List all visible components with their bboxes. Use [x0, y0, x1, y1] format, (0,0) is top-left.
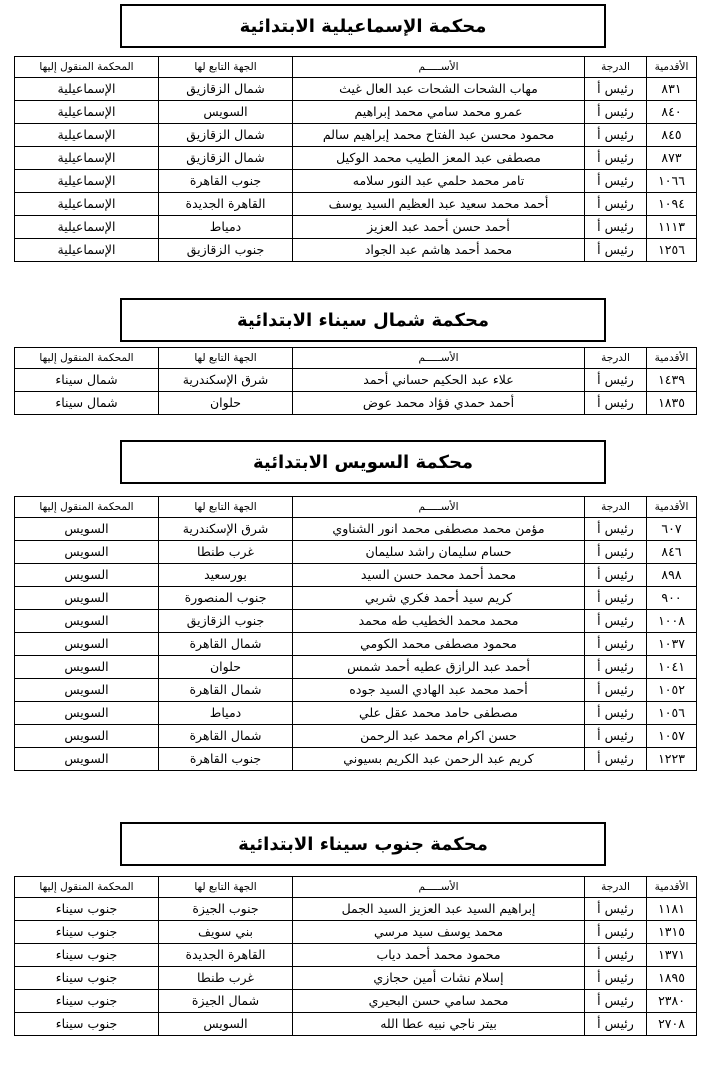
transferred-to-cell: السويس: [15, 748, 159, 771]
transferred-to-cell: جنوب سيناء: [15, 944, 159, 967]
transferred-to-cell: السويس: [15, 656, 159, 679]
degree-cell: رئيس أ: [585, 369, 647, 392]
name-cell: إسلام نشات أمين حجازي: [293, 967, 585, 990]
table-header-row: [15, 877, 697, 898]
name-cell: محمد أحمد محمد حسن السيد: [293, 564, 585, 587]
transferred-to-cell: جنوب سيناء: [15, 1013, 159, 1036]
seniority-cell: ١٠٥٧: [647, 725, 697, 748]
section-table: [14, 56, 697, 262]
affiliation-cell: جنوب الزقازيق: [159, 239, 293, 262]
affiliation-cell: حلوان: [159, 392, 293, 415]
transferred-to-cell: الإسماعيلية: [15, 147, 159, 170]
transferred-to-cell: شمال سيناء: [15, 392, 159, 415]
table-row: [15, 124, 697, 147]
header-degree: الدرجة: [585, 497, 647, 518]
seniority-cell: ١٢٢٣: [647, 748, 697, 771]
seniority-cell: ١٠٩٤: [647, 193, 697, 216]
seniority-cell: ١١٨١: [647, 898, 697, 921]
header-seniority: الأقدمية: [647, 497, 697, 518]
name-cell: أحمد عبد الرازق عطيه أحمد شمس: [293, 656, 585, 679]
header-name: الأســـــم: [293, 57, 585, 78]
transferred-to-cell: السويس: [15, 587, 159, 610]
header-affiliation: الجهة التابع لها: [159, 57, 293, 78]
name-cell: محمد سامي حسن البحيري: [293, 990, 585, 1013]
seniority-cell: ٢٧٠٨: [647, 1013, 697, 1036]
name-cell: بيتر ناجي نبيه عطا الله: [293, 1013, 585, 1036]
table-row: [15, 101, 697, 124]
name-cell: حسن اكرام محمد عبد الرحمن: [293, 725, 585, 748]
name-cell: كريم سيد أحمد فكري شربي: [293, 587, 585, 610]
table-header-row: [15, 348, 697, 369]
affiliation-cell: دمياط: [159, 702, 293, 725]
transferred-to-cell: شمال سيناء: [15, 369, 159, 392]
transferred-to-cell: السويس: [15, 518, 159, 541]
table-row: [15, 610, 697, 633]
seniority-cell: ١٣٧١: [647, 944, 697, 967]
transferred-to-cell: السويس: [15, 679, 159, 702]
affiliation-cell: حلوان: [159, 656, 293, 679]
name-cell: أحمد حمدي فؤاد محمد عوض: [293, 392, 585, 415]
transferred-to-cell: السويس: [15, 541, 159, 564]
name-cell: مهاب الشحات الشحات عبد العال غيث: [293, 78, 585, 101]
affiliation-cell: شمال القاهرة: [159, 679, 293, 702]
affiliation-cell: غرب طنطا: [159, 541, 293, 564]
header-affiliation: الجهة التابع لها: [159, 497, 293, 518]
degree-cell: رئيس أ: [585, 193, 647, 216]
table-row: [15, 656, 697, 679]
degree-cell: رئيس أ: [585, 748, 647, 771]
table-row: [15, 748, 697, 771]
transferred-to-cell: السويس: [15, 564, 159, 587]
table-row: [15, 564, 697, 587]
degree-cell: رئيس أ: [585, 564, 647, 587]
seniority-cell: ٩٠٠: [647, 587, 697, 610]
degree-cell: رئيس أ: [585, 101, 647, 124]
seniority-cell: ٨٩٨: [647, 564, 697, 587]
header-degree: الدرجة: [585, 877, 647, 898]
transferred-to-cell: جنوب سيناء: [15, 967, 159, 990]
section-title: محكمة الإسماعيلية الابتدائية: [120, 4, 606, 48]
seniority-cell: ٨٣١: [647, 78, 697, 101]
header-name: الأســـــم: [293, 877, 585, 898]
affiliation-cell: جنوب الجيزة: [159, 898, 293, 921]
seniority-cell: ٦٠٧: [647, 518, 697, 541]
affiliation-cell: بني سويف: [159, 921, 293, 944]
affiliation-cell: شرق الإسكندرية: [159, 369, 293, 392]
seniority-cell: ٨٤٦: [647, 541, 697, 564]
transferred-to-cell: الإسماعيلية: [15, 78, 159, 101]
table-row: [15, 633, 697, 656]
table-row: [15, 541, 697, 564]
affiliation-cell: شمال الزقازيق: [159, 78, 293, 101]
section-table: [14, 347, 697, 415]
table-row: [15, 967, 697, 990]
degree-cell: رئيس أ: [585, 1013, 647, 1036]
degree-cell: رئيس أ: [585, 239, 647, 262]
degree-cell: رئيس أ: [585, 541, 647, 564]
name-cell: مؤمن محمد مصطفى محمد انور الشناوي: [293, 518, 585, 541]
table-row: [15, 898, 697, 921]
seniority-cell: ١١١٣: [647, 216, 697, 239]
table-row: [15, 679, 697, 702]
table-row: [15, 702, 697, 725]
table-row: [15, 239, 697, 262]
seniority-cell: ١٠٤١: [647, 656, 697, 679]
degree-cell: رئيس أ: [585, 633, 647, 656]
name-cell: مصطفى حامد محمد عقل علي: [293, 702, 585, 725]
seniority-cell: ١٠٦٦: [647, 170, 697, 193]
name-cell: محمد محمد الخطيب طه محمد: [293, 610, 585, 633]
seniority-cell: ١٠٥٢: [647, 679, 697, 702]
affiliation-cell: شمال القاهرة: [159, 725, 293, 748]
name-cell: تامر محمد حلمي عبد النور سلامه: [293, 170, 585, 193]
degree-cell: رئيس أ: [585, 124, 647, 147]
table-row: [15, 170, 697, 193]
header-name: الأســـــم: [293, 348, 585, 369]
affiliation-cell: بورسعيد: [159, 564, 293, 587]
affiliation-cell: شمال الزقازيق: [159, 147, 293, 170]
section-title: محكمة جنوب سيناء الابتدائية: [120, 822, 606, 866]
transferred-to-cell: الإسماعيلية: [15, 170, 159, 193]
name-cell: كريم عبد الرحمن عبد الكريم بسيوني: [293, 748, 585, 771]
header-transferred-to: المحكمة المنقول إليها: [15, 877, 159, 898]
degree-cell: رئيس أ: [585, 518, 647, 541]
transferred-to-cell: الإسماعيلية: [15, 216, 159, 239]
seniority-cell: ١٣١٥: [647, 921, 697, 944]
header-name: الأســـــم: [293, 497, 585, 518]
affiliation-cell: جنوب القاهرة: [159, 170, 293, 193]
affiliation-cell: جنوب المنصورة: [159, 587, 293, 610]
transferred-to-cell: جنوب سيناء: [15, 990, 159, 1013]
transferred-to-cell: السويس: [15, 633, 159, 656]
affiliation-cell: جنوب القاهرة: [159, 748, 293, 771]
seniority-cell: ١٠٣٧: [647, 633, 697, 656]
section-title: محكمة شمال سيناء الابتدائية: [120, 298, 606, 342]
name-cell: محمود مصطفى محمد الكومي: [293, 633, 585, 656]
name-cell: أحمد محمد سعيد عبد العظيم السيد يوسف: [293, 193, 585, 216]
header-degree: الدرجة: [585, 348, 647, 369]
degree-cell: رئيس أ: [585, 725, 647, 748]
header-transferred-to: المحكمة المنقول إليها: [15, 348, 159, 369]
table-header-row: [15, 57, 697, 78]
degree-cell: رئيس أ: [585, 944, 647, 967]
affiliation-cell: القاهرة الجديدة: [159, 944, 293, 967]
header-affiliation: الجهة التابع لها: [159, 348, 293, 369]
header-degree: الدرجة: [585, 57, 647, 78]
table-header-row: [15, 497, 697, 518]
affiliation-cell: شمال الزقازيق: [159, 124, 293, 147]
affiliation-cell: السويس: [159, 101, 293, 124]
header-transferred-to: المحكمة المنقول إليها: [15, 57, 159, 78]
header-seniority: الأقدمية: [647, 348, 697, 369]
header-affiliation: الجهة التابع لها: [159, 877, 293, 898]
transferred-to-cell: الإسماعيلية: [15, 193, 159, 216]
section-table: [14, 496, 697, 771]
seniority-cell: ١٢٥٦: [647, 239, 697, 262]
seniority-cell: ٨٧٣: [647, 147, 697, 170]
table-row: [15, 216, 697, 239]
seniority-cell: ١٤٣٩: [647, 369, 697, 392]
table-row: [15, 518, 697, 541]
table-row: [15, 392, 697, 415]
transferred-to-cell: السويس: [15, 702, 159, 725]
affiliation-cell: دمياط: [159, 216, 293, 239]
table-row: [15, 1013, 697, 1036]
table-row: [15, 990, 697, 1013]
name-cell: أحمد حسن أحمد عبد العزيز: [293, 216, 585, 239]
section-title: محكمة السويس الابتدائية: [120, 440, 606, 484]
degree-cell: رئيس أ: [585, 170, 647, 193]
degree-cell: رئيس أ: [585, 921, 647, 944]
seniority-cell: ١٠٠٨: [647, 610, 697, 633]
affiliation-cell: القاهرة الجديدة: [159, 193, 293, 216]
table-row: [15, 921, 697, 944]
degree-cell: رئيس أ: [585, 656, 647, 679]
seniority-cell: ٨٤٥: [647, 124, 697, 147]
header-seniority: الأقدمية: [647, 877, 697, 898]
seniority-cell: ١٨٩٥: [647, 967, 697, 990]
table-row: [15, 587, 697, 610]
section-table: [14, 876, 697, 1036]
affiliation-cell: جنوب الزقازيق: [159, 610, 293, 633]
seniority-cell: ٨٤٠: [647, 101, 697, 124]
seniority-cell: ١٨٣٥: [647, 392, 697, 415]
table-row: [15, 944, 697, 967]
transferred-to-cell: السويس: [15, 725, 159, 748]
table-row: [15, 78, 697, 101]
table-row: [15, 725, 697, 748]
degree-cell: رئيس أ: [585, 990, 647, 1013]
transferred-to-cell: جنوب سيناء: [15, 921, 159, 944]
name-cell: إبراهيم السيد عبد العزيز السيد الجمل: [293, 898, 585, 921]
affiliation-cell: شرق الإسكندرية: [159, 518, 293, 541]
header-transferred-to: المحكمة المنقول إليها: [15, 497, 159, 518]
transferred-to-cell: الإسماعيلية: [15, 239, 159, 262]
header-seniority: الأقدمية: [647, 57, 697, 78]
degree-cell: رئيس أ: [585, 702, 647, 725]
degree-cell: رئيس أ: [585, 679, 647, 702]
degree-cell: رئيس أ: [585, 587, 647, 610]
degree-cell: رئيس أ: [585, 967, 647, 990]
name-cell: محمود محمد أحمد دياب: [293, 944, 585, 967]
affiliation-cell: شمال الجيزة: [159, 990, 293, 1013]
name-cell: محمد يوسف سيد مرسي: [293, 921, 585, 944]
name-cell: مصطفى عبد المعز الطيب محمد الوكيل: [293, 147, 585, 170]
table-row: [15, 369, 697, 392]
name-cell: أحمد محمد عبد الهادي السيد جوده: [293, 679, 585, 702]
transferred-to-cell: السويس: [15, 610, 159, 633]
seniority-cell: ١٠٥٦: [647, 702, 697, 725]
degree-cell: رئيس أ: [585, 898, 647, 921]
transferred-to-cell: الإسماعيلية: [15, 101, 159, 124]
name-cell: محمد أحمد هاشم عبد الجواد: [293, 239, 585, 262]
degree-cell: رئيس أ: [585, 392, 647, 415]
name-cell: محمود محسن عبد الفتاح محمد إبراهيم سالم: [293, 124, 585, 147]
degree-cell: رئيس أ: [585, 147, 647, 170]
transferred-to-cell: جنوب سيناء: [15, 898, 159, 921]
degree-cell: رئيس أ: [585, 216, 647, 239]
affiliation-cell: السويس: [159, 1013, 293, 1036]
table-row: [15, 147, 697, 170]
degree-cell: رئيس أ: [585, 78, 647, 101]
name-cell: علاء عبد الحكيم حساني أحمد: [293, 369, 585, 392]
name-cell: عمرو محمد سامي محمد إبراهيم: [293, 101, 585, 124]
affiliation-cell: شمال القاهرة: [159, 633, 293, 656]
degree-cell: رئيس أ: [585, 610, 647, 633]
transferred-to-cell: الإسماعيلية: [15, 124, 159, 147]
table-row: [15, 193, 697, 216]
affiliation-cell: غرب طنطا: [159, 967, 293, 990]
name-cell: حسام سليمان راشد سليمان: [293, 541, 585, 564]
seniority-cell: ٢٣٨٠: [647, 990, 697, 1013]
